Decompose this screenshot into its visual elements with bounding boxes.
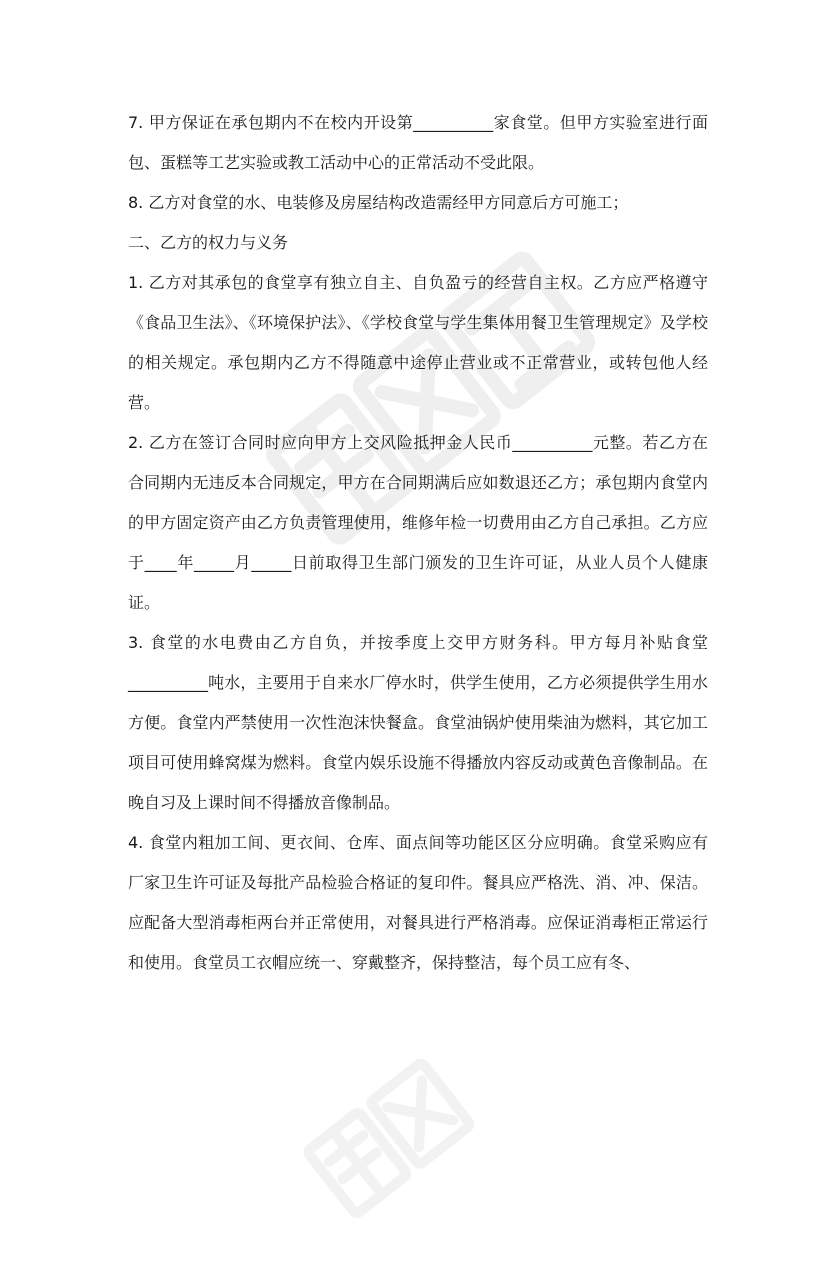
contract-body bbox=[128, 103, 708, 983]
watermark-logo-icon-bottom bbox=[278, 977, 581, 1263]
clause-8-renovation: 8. 乙方对食堂的水、电装修及房屋结构改造需经甲方同意后方可施工； bbox=[128, 193, 629, 212]
clause-4-hygiene: 4. 食堂内粗加工间、更衣间、仓库、面点间等功能区区分应明确。食堂采购应有厂家卫生许可证及每批产品检验合格证的复印件。餐具应严格洗、消、冲、保洁。应配备大型消毒柜两台并正常使用，对餐具进行严格消毒。应保证消毒柜正常运行和使用。食堂员工衣帽应统一、穿戴整齐，保持整洁，每个员工应有冬、 bbox=[128, 833, 708, 972]
clause-1-autonomy: 1. 乙方对其承包的食堂享有独立自主、自负盈亏的经营自主权。乙方应严格遵守《食品卫生法》、《环境保护法》、《学校食堂与学生集体用餐卫生管理规定》及学校的相关规定。承包期内乙方不得随意中途停止营业或不正常营业，或转包他人经营。 bbox=[128, 273, 708, 412]
section-heading-party-b-rights: 二、乙方的权力与义务 bbox=[128, 233, 289, 252]
clause-3-utilities: 3. 食堂的水电费由乙方自负，并按季度上交甲方财务科。甲方每月补贴食堂__________吨水，主要用于自来水厂停水时，供学生使用，乙方必须提供学生用水方便。食堂内严禁使用一次性泡沫快餐盒。食堂油锅炉使用柴油为燃料，其它加工项目可使用蜂窝煤为燃料。食堂内娱乐设施不得播放内容反动或黄色音像制品。在晚自习及上课时间不得播放音像制品。 bbox=[128, 633, 708, 812]
clause-7-guarantee: 7. 甲方保证在承包期内不在校内开设第__________家食堂。但甲方实验室进行面包、蛋糕等工艺实验或教工活动中心的正常活动不受此限。 bbox=[128, 113, 708, 172]
clause-2-deposit: 2. 乙方在签订合同时应向甲方上交风险抵押金人民币__________元整。若乙方在合同期内无违反本合同规定，甲方在合同期满后应如数退还乙方；承包期内食堂内的甲方固定资产由乙方负责管理使用，维修年检一切费用由乙方自己承担。乙方应于____年_____月_____日前取得卫生部门颁发的卫生许可证，从业人员个人健康证。 bbox=[128, 433, 708, 612]
